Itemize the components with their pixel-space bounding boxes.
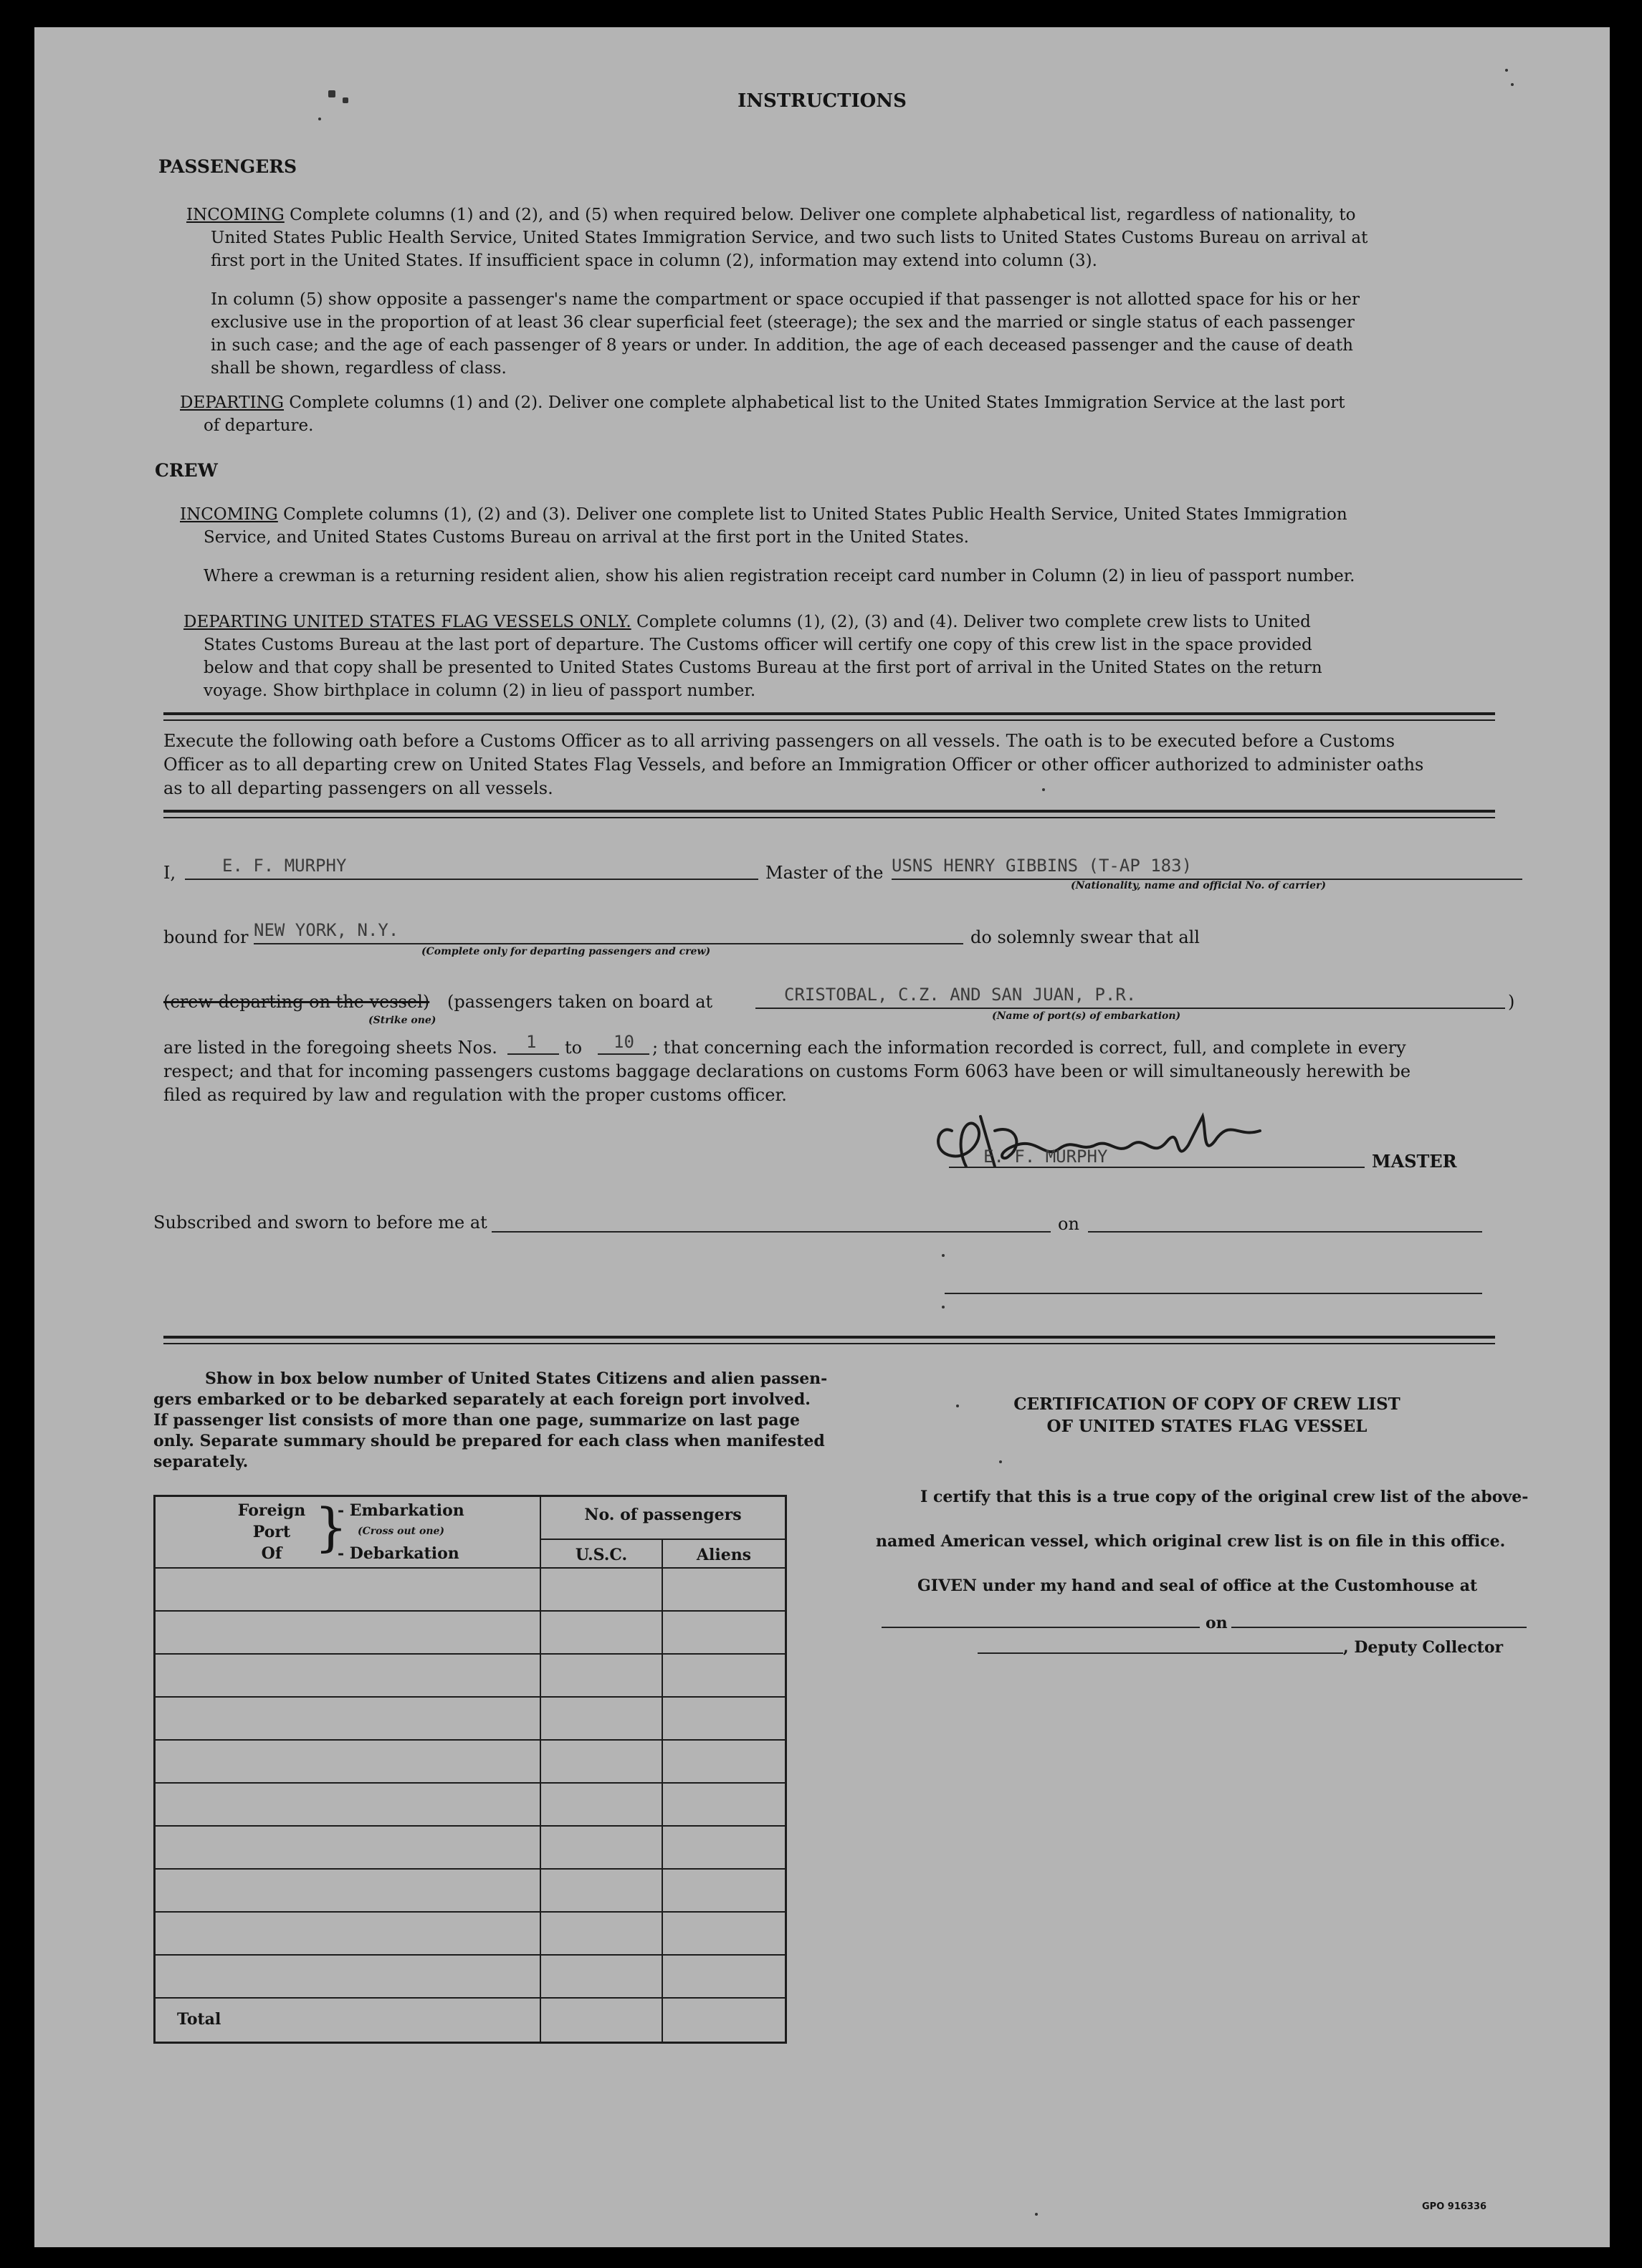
crew-incoming-text: Complete columns (1), (2) and (3). Deliver one complete list to United States Public Health Service, United States Immigration [277, 505, 1347, 524]
passengers-heading: PASSENGERS [158, 156, 297, 177]
officer-signature-underline[interactable] [945, 1293, 1482, 1294]
divider-rule-thin [163, 719, 1495, 721]
certification-title-line-1: CERTIFICATION OF COPY OF CREW LIST [1013, 1394, 1400, 1414]
bound-for-label: bound for [163, 927, 249, 947]
table-row-line [156, 1782, 785, 1784]
summary-line-1: Show in box below number of United States Citizens and alien passen- [205, 1369, 828, 1388]
divider-rule-3-thin [163, 1343, 1495, 1344]
ink-speck [1511, 83, 1514, 86]
crew-departing-struck: (crew departing on the vessel) [163, 992, 430, 1012]
table-row-line [156, 1868, 785, 1870]
embarkation-ports-field[interactable]: CRISTOBAL, C.Z. AND SAN JUAN, P.R. [784, 985, 1137, 1005]
table-row-line [156, 1653, 785, 1655]
filed-line: filed as required by law and regulation with the proper customs officer. [163, 1085, 787, 1105]
table-col-divider-2 [662, 1539, 663, 2042]
ink-speck [1042, 788, 1045, 791]
port-label: Port [252, 1523, 291, 1541]
sheet-from-underline [507, 1053, 559, 1055]
master-name-underline [185, 879, 758, 880]
table-col-divider-1 [540, 1497, 541, 2042]
foreign-label: Foreign [237, 1501, 306, 1520]
subscribed-at-underline[interactable] [492, 1231, 1051, 1233]
ink-speck [956, 1405, 959, 1407]
divider-rule [163, 712, 1495, 715]
table-row-line [156, 1911, 785, 1913]
passengers-departing-line-2: of departure. [204, 416, 314, 435]
cert-date-underline[interactable] [1231, 1627, 1527, 1628]
crew-incoming-label: INCOMING [180, 505, 278, 524]
master-of-label: Master of the [765, 863, 884, 883]
departing-text: Complete columns (1) and (2). Deliver one complete alphabetical list to the United States Immigration Service at the last port [284, 393, 1345, 412]
sheet-from-field[interactable]: 1 [526, 1032, 537, 1052]
column5-line-1: In column (5) show opposite a passenger's name the compartment or space occupied if that passenger is not allotted space for his or her [211, 290, 1360, 309]
incoming-text: Complete columns (1) and (2), and (5) when required below. Deliver one complete alphabetical list, regardless of nationality, to [284, 206, 1356, 224]
strike-one-caption: (Strike one) [368, 1015, 436, 1026]
ink-speck [1035, 2213, 1038, 2216]
sheet-to-field[interactable]: 10 [614, 1032, 634, 1052]
crew-heading: CREW [155, 460, 218, 481]
table-row-line [156, 1567, 785, 1569]
crew-incoming-line-2: Service, and United States Customs Bureau on arrival at the first port in the United States. [204, 528, 969, 547]
close-paren: ) [1508, 992, 1515, 1012]
passengers-incoming-line-2: United States Public Health Service, United States Immigration Service, and two such lists to United States Customs Bureau on arrival at [211, 229, 1368, 247]
divider-rule-2 [163, 810, 1495, 813]
subscribed-on-underline[interactable] [1088, 1231, 1482, 1233]
ink-speck [999, 1460, 1002, 1463]
master-label: MASTER [1372, 1151, 1457, 1172]
ink-speck [942, 1254, 945, 1257]
listed-rest-text: ; that concerning each the information recorded is correct, full, and complete in every [652, 1038, 1406, 1058]
incoming-label: INCOMING [186, 206, 285, 224]
column5-line-4: shall be shown, regardless of class. [211, 359, 507, 378]
execute-line-3: as to all departing passengers on all vessels. [163, 778, 553, 798]
usc-header: U.S.C. [575, 1546, 628, 1564]
cert-on-label: on [1206, 1614, 1228, 1632]
given-line: GIVEN under my hand and seal of office at the Customhouse at [917, 1576, 1478, 1595]
subscribed-on-label: on [1058, 1214, 1079, 1234]
bound-for-underline [254, 943, 963, 944]
passengers-incoming-line-3: first port in the United States. If insufficient space in column (2), information may extend into column (3). [211, 252, 1097, 270]
header-sub-rule [540, 1539, 785, 1540]
to-label: to [565, 1038, 583, 1058]
deputy-collector-label: , Deputy Collector [1343, 1638, 1504, 1657]
crew-departing-line-1 [183, 611, 1311, 633]
divider-rule-2-thin [163, 817, 1495, 818]
gpo-code: GPO 916336 [1422, 2201, 1487, 2212]
certify-line-1: I certify that this is a true copy of the original crew list of the above- [920, 1488, 1529, 1506]
solemnly-swear-label: do solemnly swear that all [970, 927, 1200, 947]
table-row-line [156, 1739, 785, 1741]
ink-speck [1505, 69, 1508, 72]
crew-departing-line-4: voyage. Show birthplace in column (2) in lieu of passport number. [204, 681, 756, 700]
passengers-incoming-line-1 [186, 204, 1355, 226]
execute-line-1: Execute the following oath before a Customs Officer as to all arriving passengers on all vessels. The oath is to be executed before a Customs [163, 731, 1395, 751]
crew-departing-text: Complete columns (1), (2), (3) and (4). Deliver two complete crew lists to United [631, 613, 1311, 631]
ports-underline [755, 1008, 1505, 1009]
ink-speck [318, 118, 321, 120]
master-name-field[interactable]: E. F. MURPHY [222, 856, 347, 876]
ports-caption: (Name of port(s) of embarkation) [992, 1010, 1181, 1022]
signature-underline [949, 1167, 1365, 1168]
of-label: Of [261, 1544, 282, 1563]
execute-line-2: Officer as to all departing crew on United States Flag Vessels, and before an Immigration Officer or other officer authorized to administer oaths [163, 755, 1424, 775]
crew-departing-label: DEPARTING UNITED STATES FLAG VESSELS ONLY. [183, 613, 631, 631]
crew-departing-line-3: below and that copy shall be presented to United States Customs Bureau at the first port of arrival in the United States on the return [204, 659, 1322, 677]
no-of-passengers-header: No. of passengers [584, 1506, 742, 1524]
subscribed-label: Subscribed and sworn to before me at [153, 1212, 487, 1233]
customhouse-underline[interactable] [882, 1627, 1200, 1628]
ink-speck [942, 1306, 945, 1308]
deputy-signature-underline[interactable] [978, 1652, 1343, 1654]
departing-label: DEPARTING [180, 393, 285, 412]
table-row-line [156, 1696, 785, 1698]
total-label: Total [177, 2010, 221, 2029]
bound-for-field[interactable]: NEW YORK, N.Y. [254, 920, 399, 940]
passenger-summary-table [153, 1495, 787, 2044]
vessel-caption: (Nationality, name and official No. of carrier) [1071, 880, 1327, 891]
table-row-line [156, 1610, 785, 1612]
bound-for-caption: (Complete only for departing passengers and crew) [421, 946, 711, 957]
column5-line-3: in such case; and the age of each passenger of 8 years or under. In addition, the age of each deceased passenger and the cause of death [211, 336, 1353, 355]
debarkation-label: - Debarkation [338, 1544, 459, 1563]
table-row-line [156, 1825, 785, 1827]
crew-incoming-line-1 [180, 503, 1347, 526]
cross-out-caption: (Cross out one) [358, 1526, 445, 1537]
aliens-header: Aliens [696, 1546, 752, 1564]
crew-departing-line-2: States Customs Bureau at the last port of departure. The Customs officer will certify one copy of this crew list in the space provided [204, 636, 1312, 654]
column5-line-2: exclusive use in the proportion of at least 36 clear superficial feet (steerage); the sex and the married or single status of each passenger [211, 313, 1355, 332]
summary-line-4: only. Separate summary should be prepared for each class when manifested [153, 1432, 825, 1450]
form-page [34, 27, 1610, 2247]
divider-rule-3 [163, 1336, 1495, 1339]
master-signature [923, 1088, 1296, 1195]
respect-line: respect; and that for incoming passengers customs baggage declarations on customs Form 6063 have been or will simultaneously herewith be [163, 1061, 1411, 1081]
certify-line-2: named American vessel, which original crew list is on file in this office. [876, 1532, 1506, 1551]
sheet-to-underline [598, 1053, 649, 1055]
certification-title-line-2: OF UNITED STATES FLAG VESSEL [1046, 1417, 1367, 1436]
ink-speck [343, 97, 348, 103]
signature-typed-name: E. F. MURPHY [983, 1147, 1108, 1167]
resident-alien-line: Where a crewman is a returning resident alien, show his alien registration receipt card number in Column (2) in lieu of passport number. [204, 567, 1355, 585]
summary-line-5: separately. [153, 1453, 249, 1471]
vessel-field[interactable]: USNS HENRY GIBBINS (T-AP 183) [892, 856, 1193, 876]
passengers-departing-line-1 [180, 391, 1345, 414]
summary-line-3: If passenger list consists of more than one page, summarize on last page [153, 1411, 800, 1430]
table-row-line [156, 1954, 785, 1956]
page-title: INSTRUCTIONS [738, 90, 907, 112]
oath-i-label: I, [163, 863, 176, 883]
ink-speck [328, 90, 335, 97]
summary-instructions [153, 1369, 827, 1473]
summary-line-2: gers embarked or to be debarked separately at each foreign port involved. [153, 1390, 811, 1409]
embarkation-label: - Embarkation [338, 1501, 464, 1520]
certification-title [892, 1393, 1522, 1437]
brace-glyph: } [315, 1497, 348, 1557]
table-row-line [156, 1997, 785, 1999]
passengers-taken-label: (passengers taken on board at [447, 992, 713, 1012]
listed-label: are listed in the foregoing sheets Nos. [163, 1038, 497, 1058]
